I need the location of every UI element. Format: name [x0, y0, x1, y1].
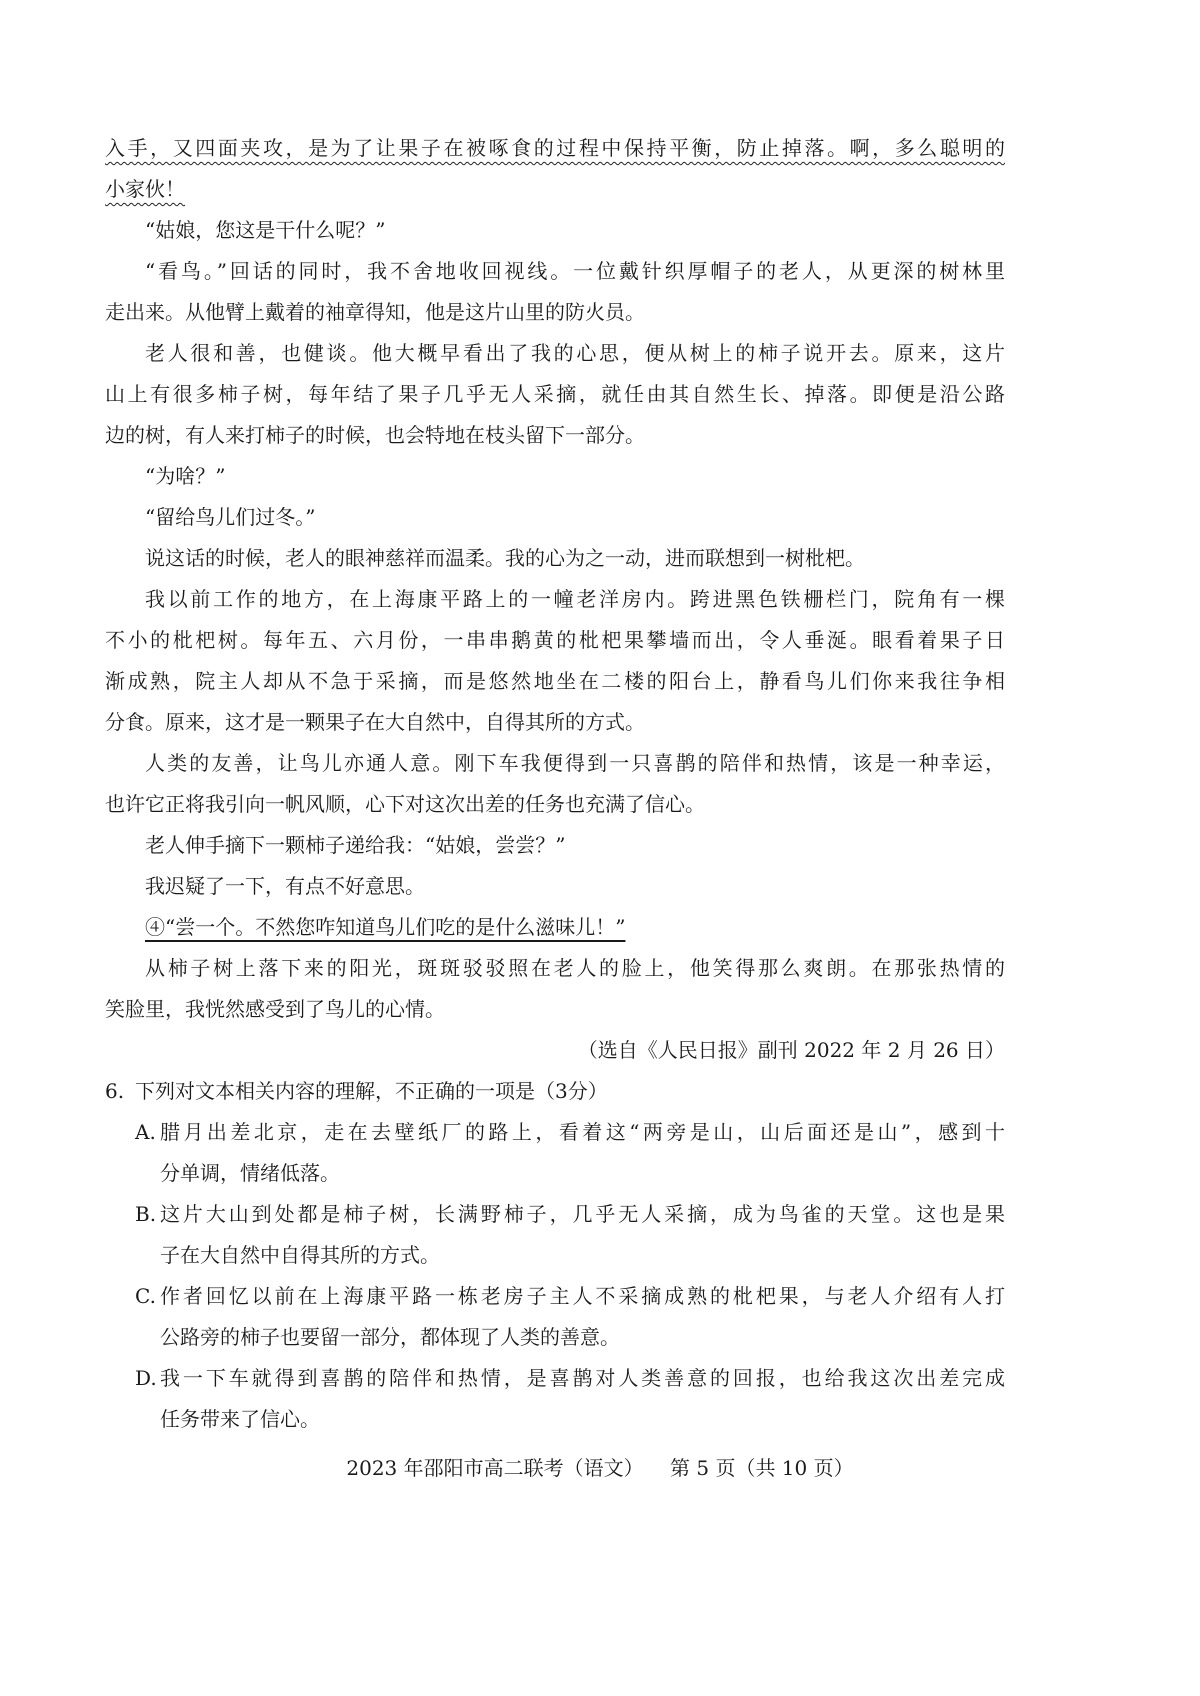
text-line [105, 661, 1005, 702]
exam-title: 2023 年邵阳市高二联考（语文） [346, 1456, 644, 1480]
text-line [105, 989, 1005, 1030]
text-line [105, 169, 1005, 210]
line-text: 走出来。从他臂上戴着的袖章得知，他是这片山里的防火员。 [105, 300, 645, 324]
wavy-underlined-text: 小家伙！ [105, 177, 185, 201]
reading-passage [105, 128, 1005, 1030]
option-text: 分单调，情绪低落。 [160, 1161, 340, 1185]
text-line [105, 948, 1005, 989]
exam-page-content [105, 128, 1005, 1440]
line-text: 我以前工作的地方，在上海康平路上的一幢老洋房内。跨进黑色铁栅栏门，院角有一棵 [145, 587, 1005, 611]
paragraph [105, 866, 1005, 907]
option-c-line [105, 1317, 1005, 1358]
line-text: 老人伸手摘下一颗柿子递给我：“姑娘，尝尝？” [145, 833, 566, 857]
page-footer [0, 1450, 1200, 1486]
line-text: “留给鸟儿们过冬。” [145, 505, 316, 529]
paragraph [105, 948, 1005, 1030]
text-line [105, 579, 1005, 620]
text-line [105, 333, 1005, 374]
underlined-sentence: ④“尝一个。不然您咋知道鸟儿们吃的是什么滋味儿！” [145, 915, 626, 939]
question-text: 下列对文本相关内容的理解，不正确的一项是（3分） [135, 1079, 608, 1103]
text-line [105, 210, 1005, 251]
paragraph [105, 128, 1005, 210]
paragraph [105, 825, 1005, 866]
line-text: 边的树，有人来打柿子的时候，也会特地在枝头留下一部分。 [105, 423, 645, 447]
text-line [105, 374, 1005, 415]
text-line [105, 866, 1005, 907]
answer-options [105, 1112, 1005, 1440]
paragraph [105, 251, 1005, 333]
page-number: 第 5 页（共 10 页） [670, 1456, 854, 1480]
line-text: 山上有很多柿子树，每年结了果子几乎无人采摘，就任由其自然生长、掉落。即便是沿公路 [105, 382, 1005, 406]
question-6 [105, 1071, 1005, 1440]
line-text: 分食。原来，这才是一颗果子在大自然中，自得其所的方式。 [105, 710, 645, 734]
paragraph [105, 210, 1005, 251]
line-text: “姑娘，您这是干什么呢？” [145, 218, 386, 242]
text-line [105, 251, 1005, 292]
option-b-line [105, 1235, 1005, 1276]
paragraph [105, 538, 1005, 579]
line-text: 渐成熟，院主人却从不急于采摘，而是悠然地坐在二楼的阳台上，静看鸟儿们你来我往争相 [105, 669, 1005, 693]
option-b-line [105, 1194, 1005, 1235]
option-c-line [105, 1276, 1005, 1317]
option-d-line [105, 1358, 1005, 1399]
option-text: 我一下车就得到喜鹊的陪伴和热情，是喜鹊对人类善意的回报，也给我这次出差完成 [160, 1366, 1005, 1390]
option-a-line [105, 1112, 1005, 1153]
text-line [105, 784, 1005, 825]
option-a-line [105, 1153, 1005, 1194]
question-number: 6. [105, 1079, 125, 1103]
line-text: 不小的枇杷树。每年五、六月份，一串串鹅黄的枇杷果攀墙而出，令人垂涎。眼看着果子日 [105, 628, 1005, 652]
option-letter: C. [135, 1284, 156, 1308]
option-d-line [105, 1399, 1005, 1440]
option-text: 任务带来了信心。 [160, 1407, 320, 1431]
text-line [105, 702, 1005, 743]
option-text: 腊月出差北京，走在去壁纸厂的路上，看着这“两旁是山，山后面还是山”，感到十 [160, 1120, 1005, 1144]
text-line [105, 292, 1005, 333]
option-text: 子在大自然中自得其所的方式。 [160, 1243, 440, 1267]
paragraph [105, 333, 1005, 456]
line-text: 也许它正将我引向一帆风顺，心下对这次出差的任务也充满了信心。 [105, 792, 705, 816]
option-letter: B. [135, 1202, 157, 1226]
text-line [105, 620, 1005, 661]
paragraph [105, 907, 1005, 948]
text-line [105, 456, 1005, 497]
text-line [105, 743, 1005, 784]
option-text: 这片大山到处都是柿子树，长满野柿子，几乎无人采摘，成为鸟雀的天堂。这也是果 [160, 1202, 1005, 1226]
line-text: 人类的友善，让鸟儿亦通人意。刚下车我便得到一只喜鹊的陪伴和热情，该是一种幸运， [145, 751, 1005, 775]
text-line [105, 907, 1005, 948]
paragraph [105, 579, 1005, 743]
line-text: “为啥？” [145, 464, 226, 488]
line-text: 笑脸里，我恍然感受到了鸟儿的心情。 [105, 997, 445, 1021]
option-letter: A. [135, 1120, 156, 1144]
text-line [105, 538, 1005, 579]
wavy-underlined-text: 入手，又四面夹攻，是为了让果子在被啄食的过程中保持平衡，防止掉落。啊，多么聪明的 [105, 136, 1005, 160]
line-text: 我迟疑了一下，有点不好意思。 [145, 874, 425, 898]
text-line [105, 128, 1005, 169]
paragraph [105, 456, 1005, 497]
line-text: “看鸟。”回话的同时，我不舍地收回视线。一位戴针织厚帽子的老人，从更深的树林里 [145, 259, 1005, 283]
line-text: 说这话的时候，老人的眼神慈祥而温柔。我的心为之一动，进而联想到一树枇杷。 [145, 546, 865, 570]
paragraph [105, 743, 1005, 825]
paragraph [105, 497, 1005, 538]
option-text: 作者回忆以前在上海康平路一栋老房子主人不采摘成熟的枇杷果，与老人介绍有人打 [160, 1284, 1005, 1308]
text-line [105, 825, 1005, 866]
text-line [105, 415, 1005, 456]
option-text: 公路旁的柿子也要留一部分，都体现了人类的善意。 [160, 1325, 620, 1349]
question-stem [105, 1071, 1005, 1112]
line-text: 从柿子树上落下来的阳光，斑斑驳驳照在老人的脸上，他笑得那么爽朗。在那张热情的 [145, 956, 1005, 980]
option-letter: D. [135, 1366, 157, 1390]
line-text: 老人很和善，也健谈。他大概早看出了我的心思，便从树上的柿子说开去。原来，这片 [145, 341, 1005, 365]
source-citation: （选自《人民日报》副刊 2022 年 2 月 26 日） [577, 1038, 1005, 1062]
text-line [105, 497, 1005, 538]
